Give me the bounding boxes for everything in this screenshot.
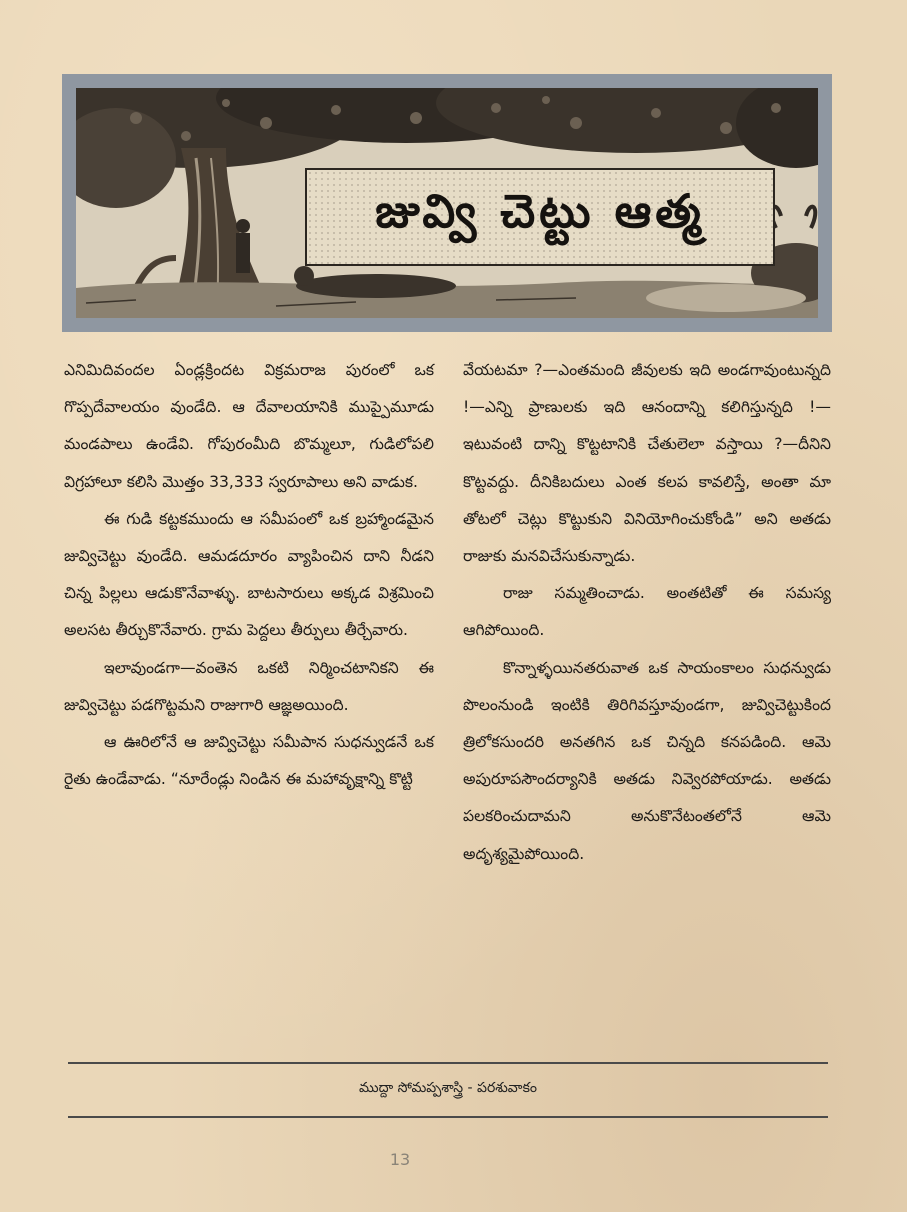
paragraph: రాజు సమ్మతించాడు. అంతటితో ఈ సమస్య ఆగిపోయింది. (463, 584, 831, 640)
paragraph: కొన్నాళ్ళయినతరువాత ఒక సాయంకాలం సుధన్వుడు పొలంనుండి ఇంటికి తిరిగివస్తూవుండగా, జువ్విచెట్టుకింద త్రిలోకసుందరి అనతగిన ఒక చిన్నది కనపడింది. ఆమె అపురూపసౌందర్యానికి అతడు నివ్వెరపోయాడు. అతడు పలకరించుదామని అనుకొనేటంతలోనే ఆమె అదృశ్యమైపోయింది. (463, 658, 831, 863)
paragraph: ఎనిమిదివందల ఏండ్లక్రిందట విక్రమరాజ పురంలో ఒక గొప్పదేవాలయం వుండేది. ఆ దేవాలయానికి ముప్పైమూడు మండపాలు ఉండేవి. గోపురంమీది బొమ్మలూ, గుడిలోపలి విగ్రహాలూ కలిసి మొత్తం 33,333 స్వరూపాలు అని వాడుక. (64, 361, 434, 491)
page-number: 13 (389, 1150, 411, 1169)
paragraph: వేయటమా ?—ఎంతమంది జీవులకు ఇది అండగావుంటున్నది !—ఎన్ని ప్రాణులకు ఇది ఆనందాన్ని కలిగిస్తున్నది !—ఇటువంటి దాన్ని కొట్టటానికి చేతులెలా వస్తాయి ?—దీనిని కొట్టవద్దు. దీనికిబదులు ఎంత కలప కావలిస్తే, అంతా మా తోటలో చెట్లు కొట్టుకుని వినియోగించుకోండి” అని అతడు రాజుకు మనవిచేసుకున్నాడు. (463, 361, 831, 566)
paragraph: ఇలావుండగా—వంతెన ఒకటి నిర్మించటానికని ఈ జువ్విచెట్టు పడగొట్టమని రాజుగారి ఆజ్ఞఅయింది. (64, 658, 434, 714)
page-title: జువ్వి చెట్టు ఆత్మ (375, 184, 705, 238)
paragraph: ఆ ఊరిలోనే ఆ జువ్విచెట్టు సమీపాన సుధన్వుడనే ఒక రైతు ఉండేవాడు. “నూరేండ్లు నిండిన ఈ మహావృక్షాన్ని కొట్టి (64, 733, 434, 789)
header-banner (62, 74, 832, 332)
right-text-column (463, 352, 831, 873)
author-credit: ముద్దా సోమప్పశాస్త్రి - పరశువాకం (359, 1080, 537, 1096)
banner-illustration-area (76, 88, 818, 318)
top-divider (68, 1062, 828, 1064)
paragraph: ఈ గుడి కట్టకముందు ఆ సమీపంలో ఒక బ్రహ్మాండమైన జువ్విచెట్టు వుండేది. ఆమడదూరం వ్యాపించిన దాని నీడని చిన్న పిల్లలు ఆడుకొనేవాళ్ళు. బాటసారులు అక్కడ విశ్రమించి అలసట తీర్చుకొనేవారు. గ్రామ పెద్దలు తీర్పులు తీర్చేవారు. (64, 509, 434, 640)
left-text-column (64, 352, 434, 798)
title-panel (305, 168, 775, 266)
bottom-divider (68, 1116, 828, 1118)
